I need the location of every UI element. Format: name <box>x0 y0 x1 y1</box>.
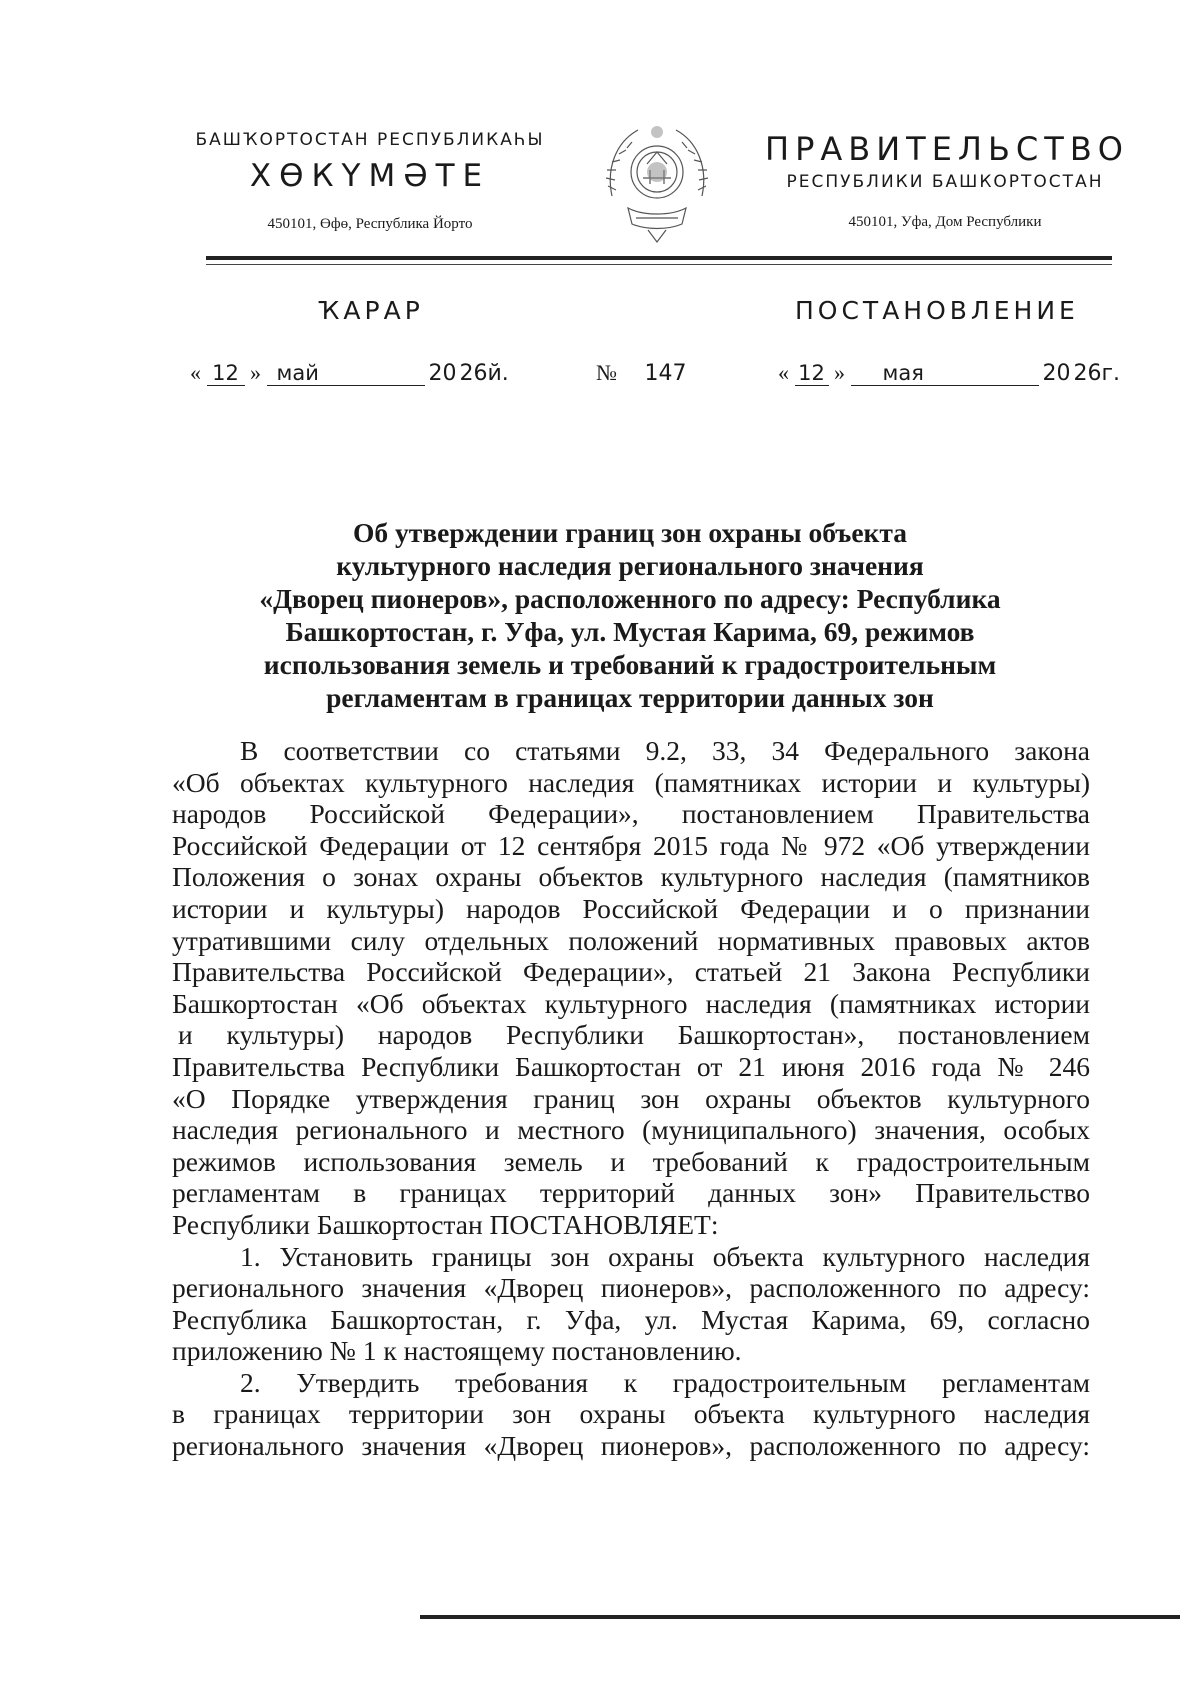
header-left-republic: БАШҠОРТОСТАН РЕСПУБЛИКАҺЫ <box>195 130 545 150</box>
body-line: Правительства Российской Федерации», статьей 21 Закона Республики <box>172 956 1090 988</box>
number-value: 147 <box>644 361 687 386</box>
header-left-address: 450101, Өфө, Республика Йорто <box>267 216 473 232</box>
title-line: использования земель и требований к градостроительным <box>263 649 997 680</box>
document-number <box>596 360 687 386</box>
date-left-suffix: й. <box>487 361 509 386</box>
date-left-year: 26 <box>459 361 488 386</box>
body-line: приложению № 1 к настоящему постановлению. <box>172 1335 742 1367</box>
document-body <box>172 735 1090 1462</box>
body-line: утратившими силу отдельных положений нормативных правовых актов <box>172 924 1090 956</box>
body-line: 2. Утвердить требования к градостроительным регламентам <box>240 1366 1090 1398</box>
date-right-quote-open: « <box>778 360 789 385</box>
body-line: регионального значения «Дворец пионеров», расположенного по адресу: <box>172 1430 1090 1462</box>
body-line: В соответствии со статьями 9.2, 33, 34 Федерального закона <box>240 735 1090 766</box>
date-right-quote-close: » <box>834 360 845 385</box>
body-line: регионального значения «Дворец пионеров», расположенного по адресу: <box>172 1272 1090 1304</box>
date-right-year: 26 <box>1073 361 1102 386</box>
body-line: истории и культуры) народов Российской Федерации и о признании <box>172 892 1090 924</box>
title-line: Об утверждении границ зон охраны объекта <box>353 517 907 548</box>
body-line: народов Российской Федерации», постановлением Правительства <box>172 798 1090 830</box>
date-right-suffix: г. <box>1101 361 1121 386</box>
body-line: Республика Башкортостан, г. Уфа, ул. Мустая Карима, 69, согласно <box>172 1303 1090 1335</box>
body-line: наследия регионального и местного (муниципального) значения, особых <box>172 1114 1090 1146</box>
header-right-block <box>765 130 1129 231</box>
date-right-day: 12 <box>795 361 829 386</box>
document-title <box>200 516 1060 714</box>
date-left-quote-open: « <box>190 360 201 385</box>
body-line: «Об объектах культурного наследия (памятниках истории и культуры) <box>172 766 1090 798</box>
body-line: «О Порядке утверждения границ зон охраны объектов культурного <box>172 1082 1090 1114</box>
footer-scan-edge <box>420 1615 1180 1619</box>
body-line: режимов использования земель и требований к градостроительным <box>172 1145 1090 1177</box>
body-line: и культуры) народов Республики Башкортостан», постановлением <box>178 1019 1090 1051</box>
body-line: регламентам в границах территорий данных зон» Правительство <box>172 1177 1090 1209</box>
bashkortostan-emblem-icon <box>598 118 716 246</box>
date-left-year-prefix: 20 <box>428 361 457 386</box>
body-line: Положения о зонах охраны объектов культурного наследия (памятников <box>172 861 1090 893</box>
date-left-quote-close: » <box>250 360 261 385</box>
header-left-block <box>170 130 570 233</box>
number-sign: № <box>596 360 617 385</box>
title-line: культурного наследия регионального значения <box>336 550 924 581</box>
title-line: «Дворец пионеров», расположенного по адресу: Республика <box>259 583 1001 614</box>
title-line: Башкортостан, г. Уфа, ул. Мустая Карима, 69, режимов <box>285 616 975 647</box>
date-left-month: май <box>267 361 425 386</box>
date-right-month: мая <box>851 361 1039 386</box>
doc-kind-bashkir: ҠАРАР <box>318 296 424 325</box>
date-left-day: 12 <box>207 361 245 386</box>
header-divider-thick <box>206 256 1112 260</box>
body-line: Правительства Республики Башкортостан от 21 июня 2016 года № 246 <box>172 1050 1090 1082</box>
date-right-year-prefix: 20 <box>1042 361 1071 386</box>
date-right <box>778 360 1120 386</box>
body-line: в границах территории зон охраны объекта культурного наследия <box>172 1398 1090 1430</box>
body-line: Российской Федерации от 12 сентября 2015 года № 972 «Об утверждении <box>172 829 1090 861</box>
header-right-government: ПРАВИТЕЛЬСТВО <box>765 130 1129 168</box>
body-line: Республики Башкортостан ПОСТАНОВЛЯЕТ: <box>172 1208 719 1240</box>
header-right-republic: РЕСПУБЛИКИ БАШКОРТОСТАН <box>786 172 1104 192</box>
header-left-government: ХӨКҮМӘТЕ <box>249 158 491 194</box>
body-line: 1. Установить границы зон охраны объекта культурного наследия <box>240 1240 1090 1272</box>
date-left <box>190 360 509 386</box>
body-line: Башкортостан «Об объектах культурного наследия (памятниках истории <box>172 987 1090 1019</box>
header-right-address: 450101, Уфа, Дом Республики <box>848 214 1042 230</box>
doc-kind-russian: ПОСТАНОВЛЕНИЕ <box>795 296 1079 325</box>
header-divider-thin <box>206 264 1112 265</box>
title-line: регламентам в границах территории данных зон <box>326 682 934 713</box>
